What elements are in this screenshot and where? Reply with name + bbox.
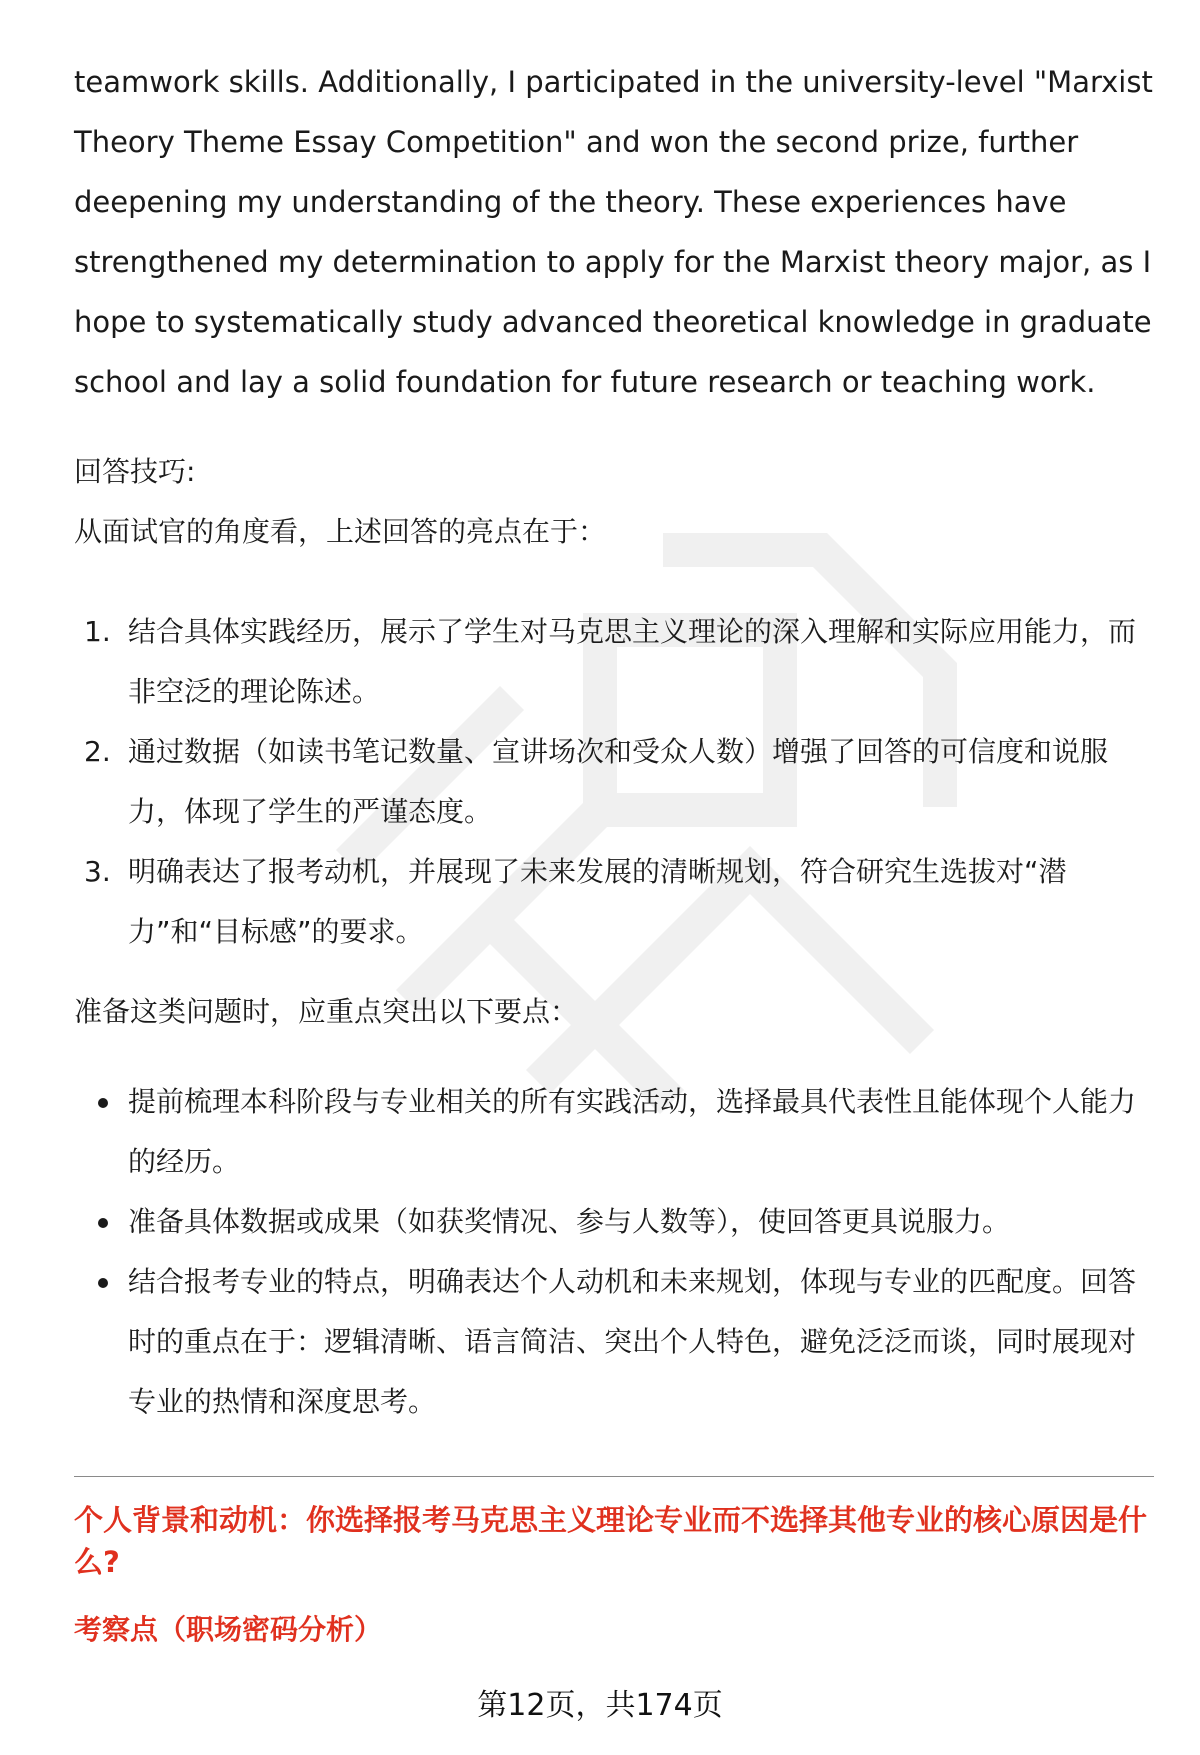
tips-label: 回答技巧: xyxy=(74,455,196,488)
page-number: 第12页，共174页 xyxy=(477,1688,723,1723)
list-item-text: 结合具体实践经历，展示了学生对马克思主义理论的深入理解和实际应用能力，而非空泛的理论陈述。 xyxy=(128,615,1137,708)
list-number: 1. xyxy=(84,615,111,648)
bullet-icon xyxy=(98,1098,108,1108)
list-item xyxy=(74,722,1154,842)
list-item-text: 明确表达了报考动机，并展现了未来发展的清晰规划，符合研究生选拔对“潜力”和“目标感”的要求。 xyxy=(128,855,1067,948)
list-item-text: 通过数据（如读书笔记数量、宣讲场次和受众人数）增强了回答的可信度和说服力，体现了学生的严谨态度。 xyxy=(128,735,1109,828)
next-subheading: 考察点（职场密码分析） xyxy=(74,1613,383,1646)
list-item-text: 准备具体数据或成果（如获奖情况、参与人数等），使回答更具说服力。 xyxy=(128,1205,1011,1238)
bullet-icon xyxy=(98,1218,108,1228)
english-paragraph: teamwork skills. Additionally, I participated in the university-level "Marxist Theory Theme Essay Competition" and won the second prize, further deepening my understanding of the theory. These experiences have strengthened my determination to apply for the Marxist theory major, as I hope to systematically study advanced theoretical knowledge in graduate school and lay a solid foundation for future research or teaching work. xyxy=(74,65,1153,399)
document-page xyxy=(74,52,1154,1651)
prep-points-list xyxy=(74,1072,1154,1432)
section-divider xyxy=(74,1476,1154,1477)
list-item xyxy=(74,842,1154,962)
list-item-text: 提前梳理本科阶段与专业相关的所有实践活动，选择最具代表性且能体现个人能力的经历。 xyxy=(128,1085,1137,1178)
list-item xyxy=(74,1072,1154,1192)
list-number: 2. xyxy=(84,735,111,768)
highlights-list xyxy=(74,602,1154,962)
list-item xyxy=(74,1192,1154,1252)
list-item xyxy=(74,602,1154,722)
prep-intro: 准备这类问题时，应重点突出以下要点： xyxy=(74,995,579,1028)
list-number: 3. xyxy=(84,855,111,888)
list-item-text: 结合报考专业的特点，明确表达个人动机和未来规划，体现与专业的匹配度。回答时的重点在于：逻辑清晰、语言简洁、突出个人特色，避免泛泛而谈，同时展现对专业的热情和深度思考。 xyxy=(128,1265,1137,1418)
next-question-heading: 个人背景和动机：你选择报考马克思主义理论专业而不选择其他专业的核心原因是什么? xyxy=(74,1503,1148,1579)
bullet-icon xyxy=(98,1278,108,1288)
highlights-intro: 从面试官的角度看，上述回答的亮点在于： xyxy=(74,515,607,548)
list-item xyxy=(74,1252,1154,1432)
